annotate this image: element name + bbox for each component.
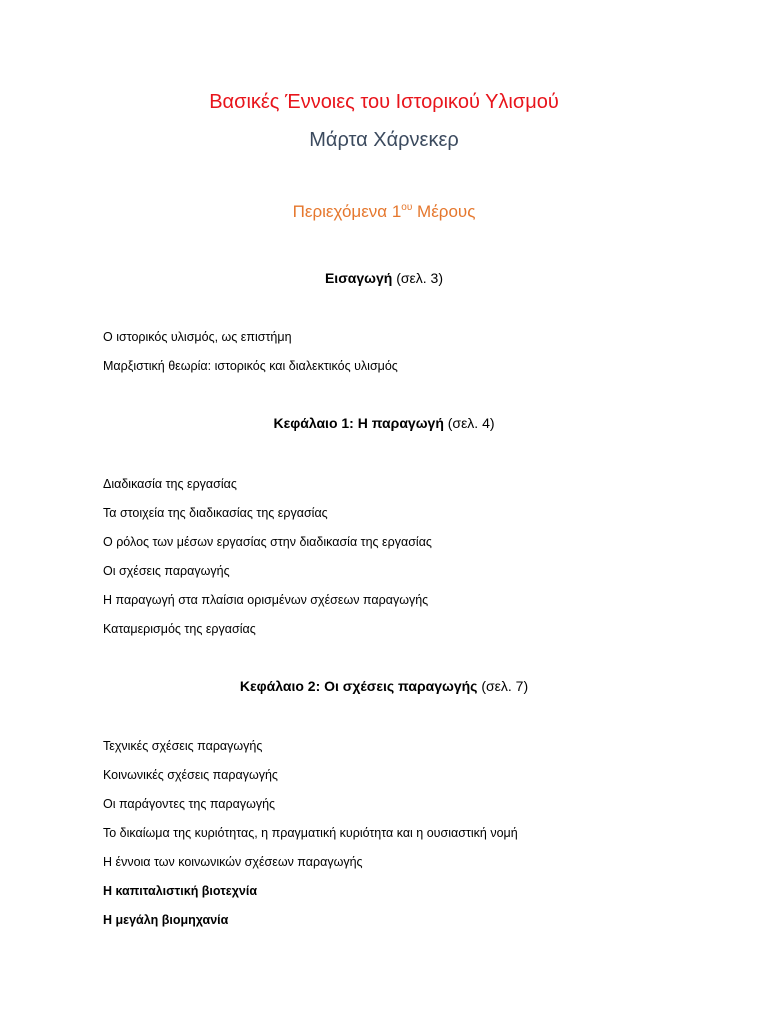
- section-heading-chapter-2: [0, 676, 768, 696]
- contents-heading: [0, 199, 768, 225]
- section-heading-introduction: [0, 268, 768, 288]
- list-item: Η παραγωγή στα πλαίσια ορισμένων σχέσεων παραγωγής: [103, 593, 429, 607]
- list-item: Τεχνικές σχέσεις παραγωγής: [103, 739, 263, 753]
- list-item: Τα στοιχεία της διαδικασίας της εργασίας: [103, 506, 328, 520]
- section-page-ref: (σελ. 3): [396, 270, 444, 286]
- list-item: Οι παράγοντες της παραγωγής: [103, 797, 276, 811]
- list-item: Η έννοια των κοινωνικών σχέσεων παραγωγής: [103, 855, 363, 869]
- list-item: Διαδικασία της εργασίας: [103, 477, 237, 491]
- section-title: Εισαγωγή: [324, 270, 393, 286]
- contents-heading-suffix: Μέρους: [412, 202, 476, 221]
- list-item: Κοινωνικές σχέσεις παραγωγής: [103, 768, 278, 782]
- list-item: Ο ρόλος των μέσων εργασίας στην διαδικασία της εργασίας: [103, 535, 432, 549]
- list-item: Καταμερισμός της εργασίας: [103, 622, 256, 636]
- section-title: Κεφάλαιο 2: Οι σχέσεις παραγωγής: [239, 678, 478, 694]
- section-page-ref: (σελ. 7): [481, 678, 529, 694]
- document-title: Βασικές Έννοιες του Ιστορικού Υλισμού: [209, 91, 559, 113]
- section-heading-chapter-1: [0, 413, 768, 433]
- list-item: Οι σχέσεις παραγωγής: [103, 564, 230, 578]
- section-title: Κεφάλαιο 1: Η παραγωγή: [273, 415, 444, 431]
- document-author: Μάρτα Χάρνεκερ: [309, 129, 459, 151]
- list-item: Ο ιστορικός υλισμός, ως επιστήμη: [103, 330, 292, 344]
- list-item: Μαρξιστική θεωρία: ιστορικός και διαλεκτικός υλισμός: [103, 359, 398, 373]
- section-page-ref: (σελ. 4): [447, 415, 495, 431]
- contents-heading-text: Περιεχόμενα 1: [292, 202, 402, 221]
- list-item: Το δικαίωμα της κυριότητας, η πραγματική κυριότητα και η ουσιαστική νομή: [103, 826, 518, 840]
- list-item: Η μεγάλη βιομηχανία: [103, 913, 229, 927]
- list-item: Η καπιταλιστική βιοτεχνία: [103, 884, 258, 898]
- contents-heading-superscript: ου: [401, 202, 413, 213]
